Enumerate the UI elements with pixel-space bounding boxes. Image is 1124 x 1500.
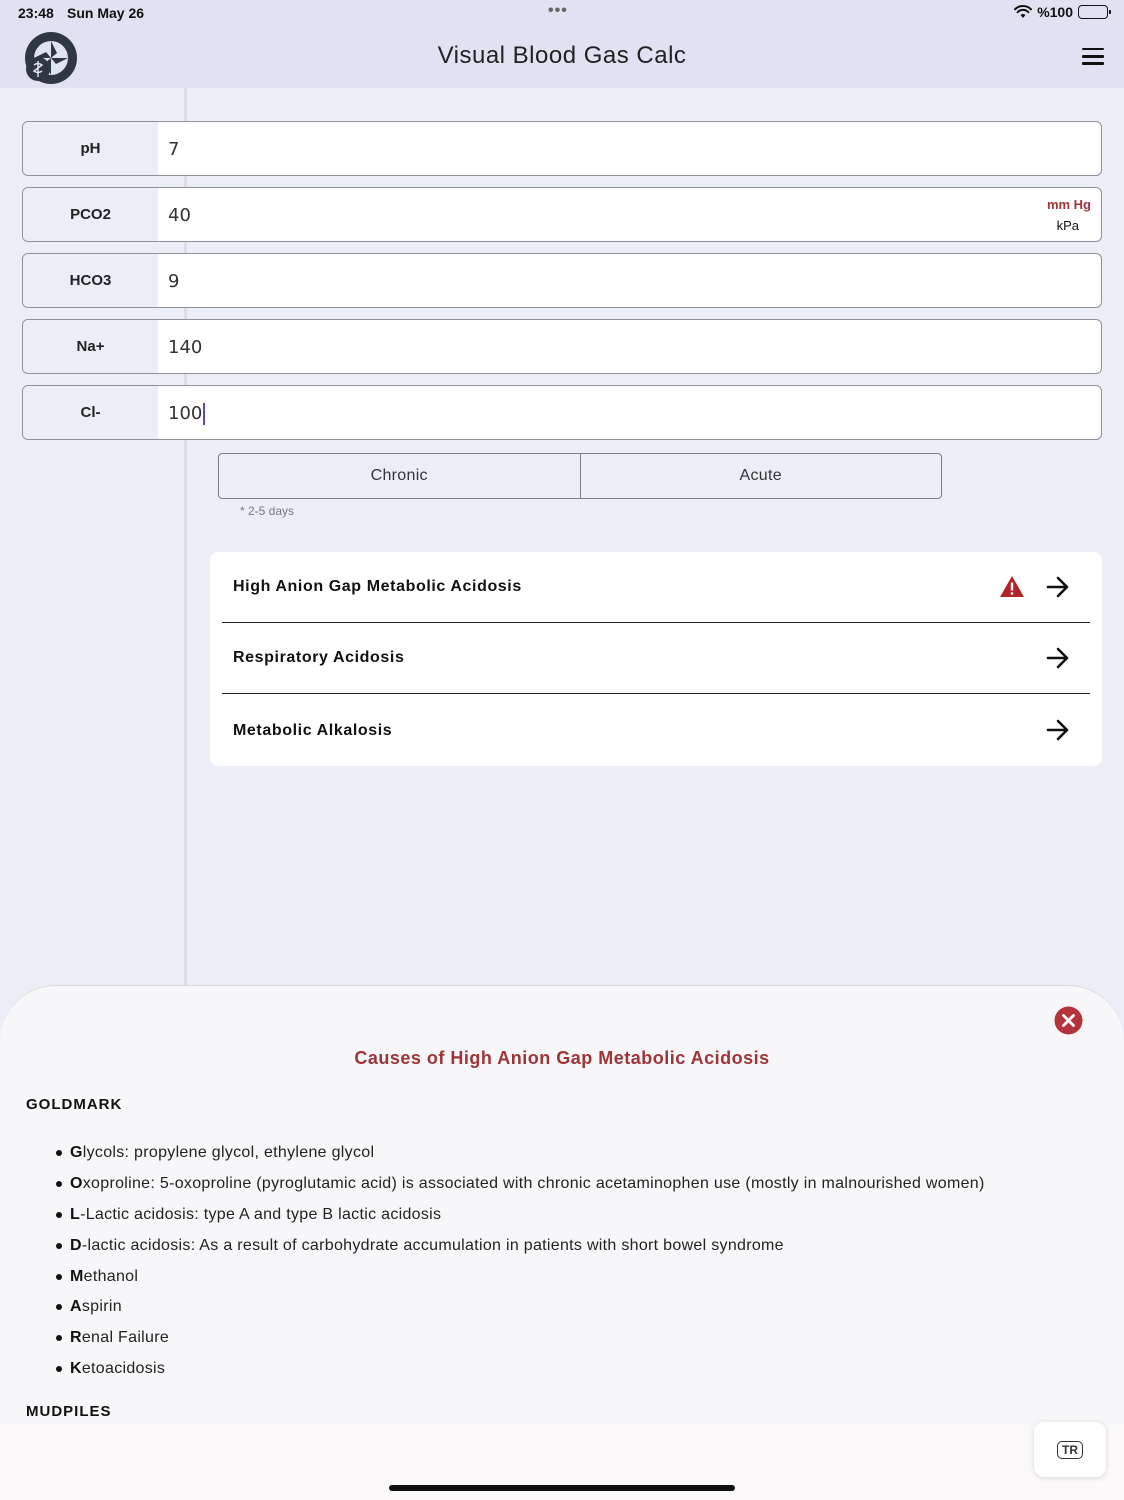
ph-label: pH [23, 122, 158, 175]
result-row-metabolic-alkalosis[interactable] [222, 695, 1090, 766]
ph-field [22, 121, 1102, 176]
acute-option[interactable]: Acute [580, 454, 942, 498]
chronicity-segmented-control [218, 453, 942, 499]
na-label: Na+ [23, 320, 158, 373]
cl-label: Cl- [23, 386, 158, 439]
status-bar [0, 0, 1124, 26]
arrow-right-icon[interactable] [1046, 647, 1070, 669]
battery-percent: %100 [1037, 4, 1073, 20]
result-label: Metabolic Alkalosis [233, 721, 393, 739]
status-right [1014, 4, 1108, 20]
section-heading-mudpiles: MUDPILES [26, 1403, 112, 1420]
list-item: G lycols: propylene glycol, ethylene glycol [56, 1138, 985, 1169]
hco3-field [22, 253, 1102, 308]
pco2-field [22, 187, 1102, 242]
chronic-option[interactable]: Chronic [370, 467, 428, 484]
result-label: High Anion Gap Metabolic Acidosis [233, 578, 522, 595]
pco2-unit-toggle [1047, 194, 1091, 236]
text-caret [203, 403, 205, 425]
ph-input[interactable]: 7 [168, 139, 180, 160]
list-item: L -Lactic acidosis: type A and type B lactic acidosis [56, 1200, 985, 1231]
list-item: D -lactic acidosis: As a result of carbohydrate accumulation in patients with short bowel syndrome [56, 1230, 985, 1261]
hco3-input[interactable]: 9 [168, 271, 180, 292]
section-heading-goldmark: GOLDMARK [26, 1096, 123, 1113]
language-label: TR [1057, 1441, 1083, 1459]
arrow-right-icon[interactable] [1046, 576, 1070, 598]
battery-icon [1078, 5, 1108, 19]
na-field [22, 319, 1102, 374]
unit-kpa-option[interactable]: kPa [1056, 218, 1079, 233]
pco2-label: PCO2 [23, 188, 158, 241]
chronicity-note: * 2-5 days [240, 504, 295, 518]
close-icon[interactable] [1054, 1006, 1083, 1035]
result-row-respiratory-acidosis[interactable] [222, 623, 1090, 694]
unit-mmhg-option[interactable]: mm Hg [1046, 197, 1091, 212]
na-input[interactable]: 140 [168, 337, 203, 358]
multitask-dots-icon[interactable]: ••• [548, 2, 568, 19]
warning-triangle-icon [999, 575, 1025, 598]
list-item: K etoacidosis [56, 1354, 985, 1385]
sheet-title: Causes of High Anion Gap Metabolic Acidosis [354, 1048, 770, 1068]
wifi-icon [1014, 5, 1032, 19]
status-date: Sun May 26 [67, 5, 145, 21]
causes-bottom-sheet [0, 985, 1124, 1425]
list-item: R enal Failure [56, 1323, 985, 1354]
cl-input[interactable] [158, 386, 1101, 439]
list-item: M ethanol [56, 1261, 985, 1292]
results-card [210, 552, 1102, 766]
home-indicator[interactable] [389, 1485, 735, 1491]
status-time: 23:48 [18, 5, 54, 21]
result-label: Respiratory Acidosis [233, 649, 405, 666]
app-title: Visual Blood Gas Calc [437, 42, 687, 69]
goldmark-list [56, 1138, 985, 1384]
hco3-label: HCO3 [23, 254, 158, 307]
cl-field [22, 385, 1102, 440]
list-item: A spirin [56, 1292, 985, 1323]
hamburger-icon[interactable] [1082, 48, 1104, 66]
language-button[interactable] [1034, 1422, 1106, 1477]
pco2-input[interactable]: 40 [168, 205, 191, 226]
arrow-right-icon[interactable] [1046, 719, 1070, 741]
cl-input-value: 100 [168, 403, 203, 424]
result-row-hagma[interactable] [222, 552, 1090, 623]
list-item: O xoproline: 5-oxoproline (pyroglutamic acid) is associated with chronic acetaminophen use (mostly in malnourished women) [56, 1169, 985, 1200]
